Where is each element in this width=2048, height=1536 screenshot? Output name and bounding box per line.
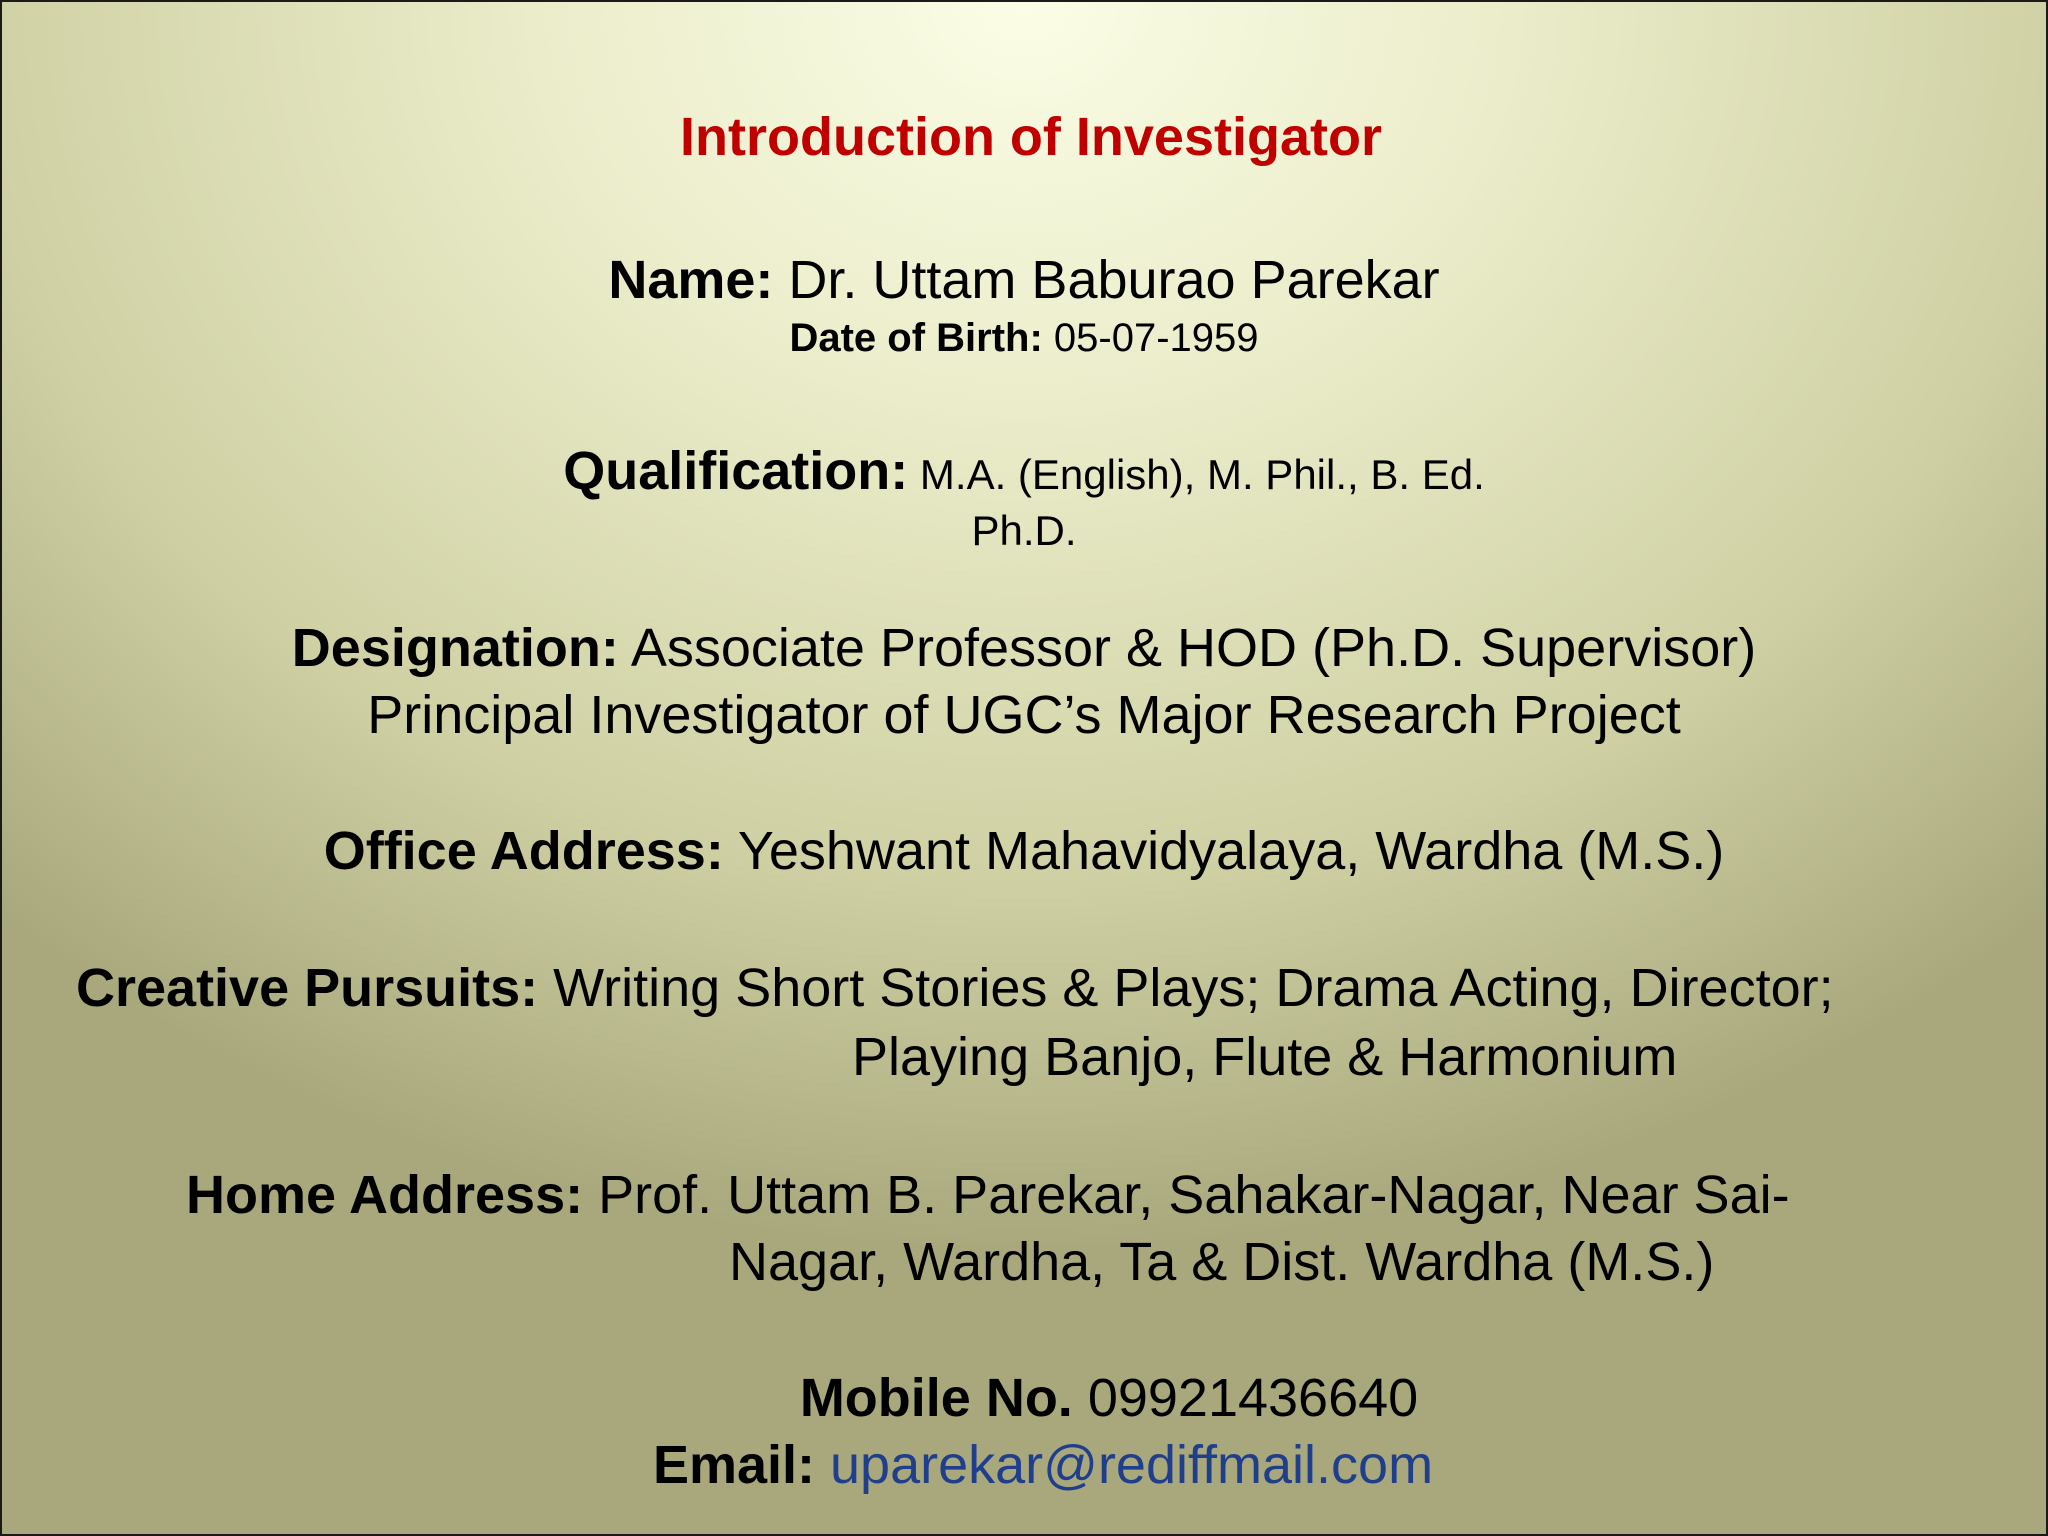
dob-label: Date of Birth: (789, 316, 1043, 360)
slide-title: Introduction of Investigator (680, 107, 1382, 167)
creative-pursuits-label: Creative Pursuits: (76, 958, 539, 1018)
office-address-label: Office Address: (323, 821, 724, 881)
home-address-row (186, 1164, 1790, 1226)
mobile-label: Mobile No. (799, 1368, 1073, 1428)
name-value: Dr. Uttam Baburao Parekar (773, 250, 1440, 310)
designation-row (2, 617, 2046, 679)
office-address-value: Yeshwant Mahavidyalaya, Wardha (M.S.) (723, 821, 1725, 881)
qualification-value: M.A. (English), M. Phil., B. Ed. (908, 451, 1485, 498)
home-address-label: Home Address: (186, 1165, 584, 1225)
name-row (2, 249, 2046, 311)
designation-value: Associate Professor & HOD (Ph.D. Supervisor) (618, 618, 1757, 678)
home-address-value: Prof. Uttam B. Parekar, Sahakar-Nagar, Near Sai- (583, 1165, 1790, 1225)
email-link[interactable]: uparekar@rediffmail.com (815, 1435, 1434, 1495)
qualification-line2: Ph.D. (971, 507, 1077, 554)
creative-pursuits-row (76, 957, 1834, 1019)
office-address-row (2, 820, 2046, 882)
mobile-row (2, 1367, 2046, 1429)
email-row (2, 1434, 2046, 1496)
dob-value: 05-07-1959 (1042, 316, 1259, 360)
mobile-value: 09921436640 (1072, 1368, 1419, 1428)
creative-pursuits-line2: Playing Banjo, Flute & Harmonium (852, 1027, 1678, 1087)
dob-row (2, 316, 2046, 361)
designation-label: Designation: (291, 618, 619, 678)
creative-pursuits-value: Writing Short Stories & Plays; Drama Acting, Director; (538, 958, 1834, 1018)
qualification-row (2, 440, 2046, 502)
email-label: Email: (652, 1435, 815, 1495)
qualification-label: Qualification: (563, 441, 909, 501)
designation-line2: Principal Investigator of UGC’s Major Research Project (367, 685, 1681, 745)
name-label: Name: (608, 250, 774, 310)
home-address-line2: Nagar, Wardha, Ta & Dist. Wardha (M.S.) (729, 1232, 1715, 1292)
